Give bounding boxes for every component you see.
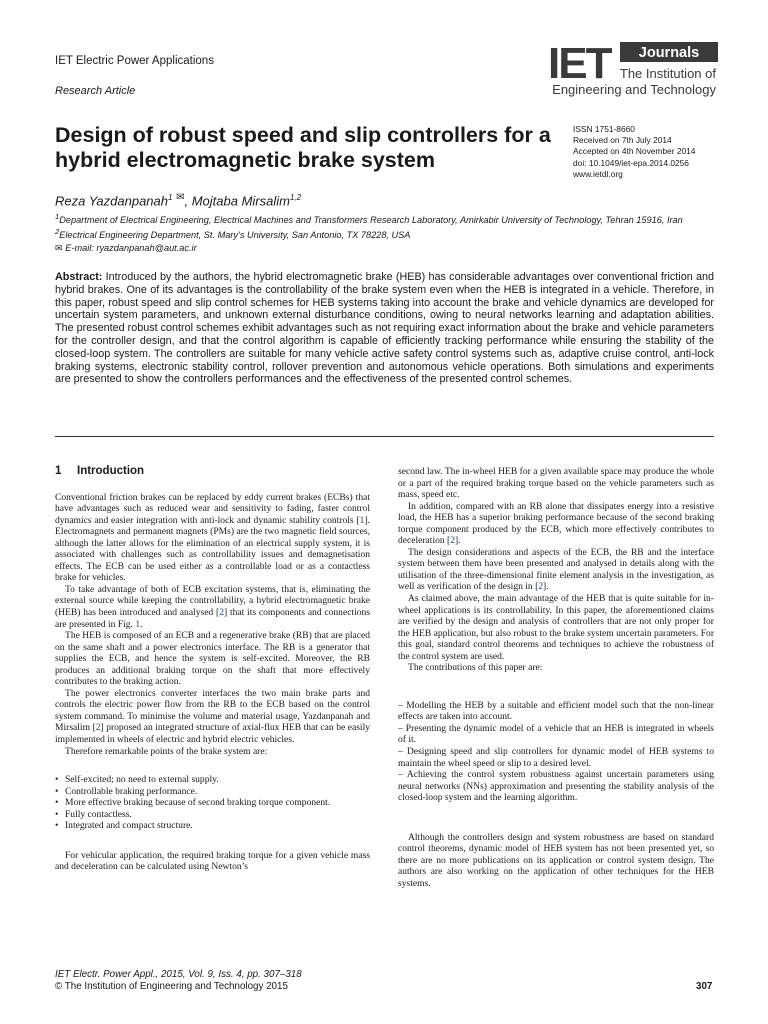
affiliation-1: [55, 211, 715, 226]
iet-logo: [548, 40, 718, 100]
column-left: [55, 466, 370, 873]
logo-badge-text: Journals: [638, 45, 700, 61]
bullet-list: [55, 774, 370, 832]
paragraph: The contributions of this paper are:: [408, 662, 543, 674]
column-right: [398, 466, 714, 890]
issn: ISSN 1751-8660: [573, 124, 635, 134]
paragraph: For vehicular application, the required braking torque for a given vehicle mass and deceleration can be calculated using Newton’s: [55, 849, 370, 873]
footer-copyright: © The Institution of Engineering and Technology 2015: [55, 981, 288, 993]
list-item: – Achieving the control system robustness against uncertain parameters using neural networks (NNs) approximation and presenting the stability analysis of the closed-loop system and the learning algorithm.: [398, 769, 714, 804]
affiliation-1-text: Department of Electrical Engineering, Electrical Machines and Transformers Research Laboratory, Amirkabir University of Technology, Tehran 15916, Iran: [59, 215, 683, 226]
author-2-affil: 1,2: [289, 193, 302, 202]
logo-mark: IET: [548, 40, 611, 88]
paragraph: To take advantage of both of ECB excitation systems, that is, eliminating the external source while keeping the controllability, a hybrid electromagnetic brake (HEB) has been introduced and analysed [2] that its components and connections are presented in Fig. 1.: [55, 583, 370, 630]
list-item: • Integrated and compact structure.: [55, 820, 370, 832]
article-type: Research Article: [55, 85, 136, 97]
paper-title: Design of robust speed and slip controllers for a hybrid electromagnetic brake system: [55, 123, 551, 172]
received-date: Received on 7th July 2014: [573, 135, 672, 146]
paragraph: The HEB is composed of an ECB and a regenerative brake (RB) that are placed on the same shaft and a power electronics interface. The RB is a generator that supplies the ECB, and hence the system is self-excited. Moreover, the RB produces an additional braking torque on the shaft that more effectively contributes to the braking action.: [55, 630, 370, 688]
article-meta: [573, 124, 695, 180]
citation-link[interactable]: 2: [450, 535, 455, 547]
section-heading: [55, 466, 370, 478]
paragraph: The design considerations and aspects of the ECB, the RB and the interface system between them have been presented and analysed in details along with the utilisation of the three-dimensional finite element analysis in the investigation, as well as verification of the design in [2].: [398, 546, 714, 593]
footer-citation: IET Electr. Power Appl., 2015, Vol. 9, Iss. 4, pp. 307–318: [55, 969, 302, 980]
list-item: • Controllable braking performance.: [55, 786, 370, 798]
page-number: 307: [696, 981, 713, 992]
footer: [55, 969, 302, 994]
affiliations: [55, 211, 715, 254]
abstract-label: Abstract:: [55, 271, 103, 283]
author-1-affil: 1: [168, 193, 173, 202]
paragraph: In addition, compared with an RB alone that dissipates energy into a resistive load, the HEB has a superior braking performance because of the second braking torque component produced by the ECB, which more effectively contributes to deceleration [2].: [398, 500, 714, 547]
author-1[interactable]: Reza Yazdanpanah: [55, 193, 169, 209]
list-item: • Self-excited; no need to external supply.: [55, 774, 370, 786]
envelope-icon: ✉: [55, 242, 63, 253]
author-line: [55, 192, 301, 208]
contributions-list: [398, 700, 714, 804]
logo-line1: The Institution of: [619, 66, 716, 81]
abstract-text: Introduced by the authors, the hybrid electromagnetic brake (HEB) has considerable advantages over conventional friction and hybrid brakes. One of its advantages is the controllability of the brake system even when the HEB is integrated in a vehicle. Therefore, in this paper, robust speed and slip control schemes for HEB systems taking into account the brake and vehicle dynamics are developed for uncertain system parameters, and unknown external disturbance conditions, owing to neural networks learning and adaptation abilities. The presented robust control schemes exhibit advantages such as not requiring exact information about the brake and vehicle parameters for the controller design, and that the control algorithm is capable of efficiently tracking performance while ensuring the stability of the closed-loop system. The controllers are suitable for many vehicle active safety control systems such as, adaptive cruise control, anti-lock braking systems, electronic stability control, rollover prevention and autonomous vehicle operations. Both simulations and experiments are presented to show the controllers performances and the effectiveness of the presented control schemes.: [55, 271, 714, 386]
list-item: – Presenting the dynamic model of a vehicle that an HEB is integrated in wheels of it.: [398, 722, 714, 746]
paragraph: The power electronics converter interfaces the two main brake parts and controls the electric power flow from the RB to the ECB based on the control system command. To minimise the volume and material usage, Yazdanpanah and Mirsalim [2] proposed an integrated structure of axial-flux HEB that can be easily implemented in wheels of electric and hybrid electric vehicles.: [55, 687, 371, 746]
paragraph: second law. The in-wheel HEB for a given available space may produce the whole or a part of the required braking torque based on the vehicle parameters such as mass, speed etc.: [398, 466, 714, 501]
section-title: Introduction: [77, 465, 145, 477]
list-item: • More effective braking because of second braking torque component.: [55, 797, 370, 809]
header-divider: [55, 436, 714, 437]
figure-link[interactable]: 1: [135, 618, 141, 630]
email-icon: ✉: [176, 192, 185, 203]
paragraph: Conventional friction brakes can be replaced by eddy current brakes (ECBs) that have advantages such as reduced wear and sensitivity to fading, faster control dynamics and easier integration with anti-lock and dynamic stability controls [1]. Electromagnets and permanent magnets (PMs) are the two magnetic field sources, although the latter allows for the elimination of an electrical supply system, it is associated with challenges such as controllability issues and demagnetisation effects. The ECB can be used either as a controllable load or as a contactless brake for vehicles.: [55, 491, 370, 584]
paragraph: Therefore remarkable points of the brake system are:: [65, 745, 268, 757]
author-separator: ,: [184, 193, 192, 209]
email-address[interactable]: E-mail: ryazdanpanah@aut.ac.ir: [65, 242, 197, 253]
citation-link[interactable]: 2: [538, 581, 544, 593]
doi[interactable]: doi: 10.1049/iet-epa.2014.0256: [573, 157, 689, 168]
affiliation-2-text: Electrical Engineering Department, St. Mary’s University, San Antonio, TX 78228, USA: [59, 230, 411, 241]
website[interactable]: www.ietdl.org: [573, 168, 623, 179]
author-2[interactable]: Mojtaba Mirsalim: [191, 193, 290, 209]
accepted-date: Accepted on 4th November 2014: [573, 146, 696, 157]
paragraph: As claimed above, the main advantage of the HEB that is quite suitable for in-wheel applications is its controllability. In this paper, the aforementioned claims are verified by the design and analysis of controllers that are not only proper for the HEB application, but also robust to the brake system uncertain parameters. For this goal, standard control theorems and techniques to achieve the robustness of the control system are used.: [398, 593, 714, 662]
email-line: [55, 242, 715, 254]
list-item: – Modelling the HEB by a suitable and efficient model such that the non-linear effects are taken into account.: [398, 699, 714, 723]
affiliation-2-num: 2: [55, 227, 60, 237]
affiliation-1-num: 1: [55, 212, 60, 221]
section-number: 1: [55, 465, 62, 477]
citation-link[interactable]: 2: [219, 607, 224, 619]
logo-line2: Engineering and Technology: [552, 82, 716, 97]
list-item: • Fully contactless.: [55, 809, 370, 821]
paragraph: Although the controllers design and system robustness are based on standard control theorems, dynamic model of HEB system has not been presented yet, so there are no more publications on its application or control system design. The authors are also working on the application of other techniques for the HEB systems.: [398, 831, 714, 889]
journal-name: IET Electric Power Applications: [55, 55, 214, 67]
citation-link[interactable]: 2: [95, 722, 101, 734]
citation-link[interactable]: 1: [359, 514, 365, 526]
list-item: – Designing speed and slip controllers for dynamic model of HEB systems to maintain the wheel speed or slip to a desired level.: [398, 746, 714, 769]
affiliation-2: [55, 226, 715, 241]
abstract: [55, 271, 714, 386]
